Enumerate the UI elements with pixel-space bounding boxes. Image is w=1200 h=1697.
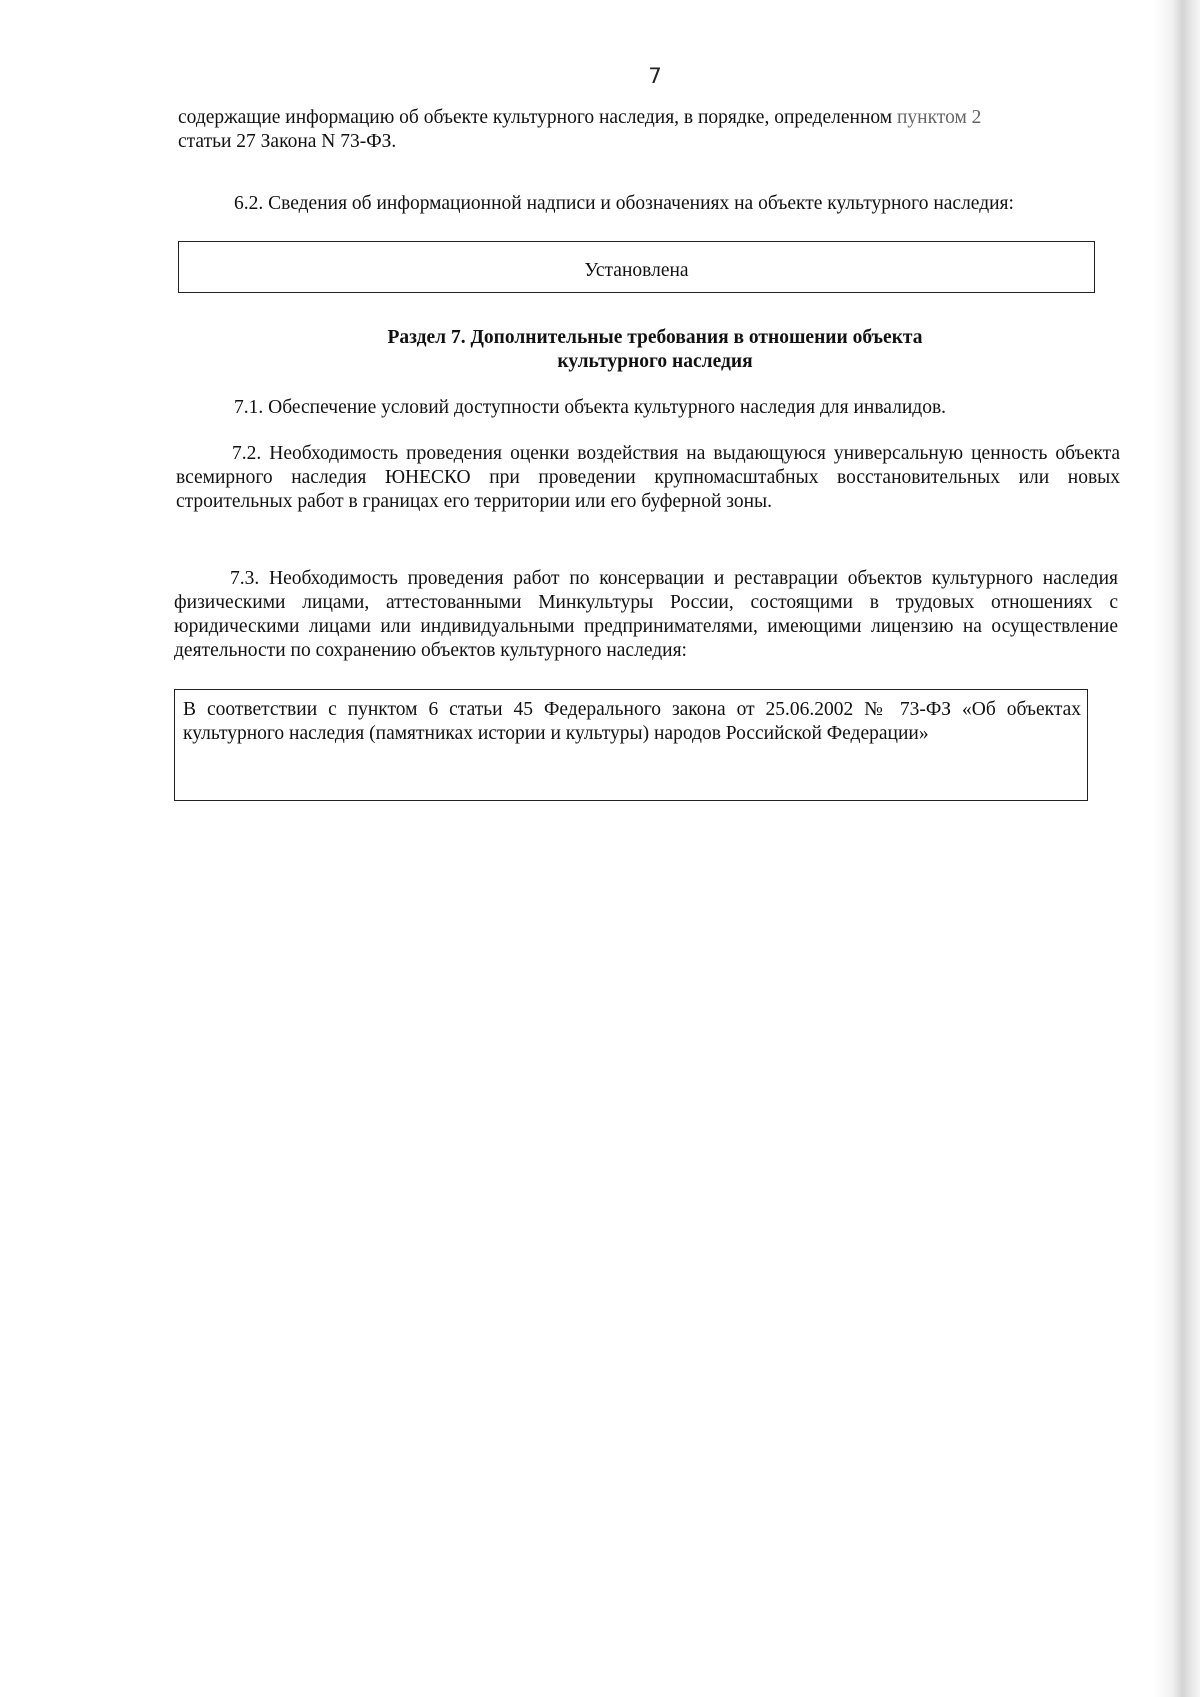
section-7-title-line1: Раздел 7. Дополнительные требования в отношении объекта — [387, 327, 923, 348]
paragraph-intro-line2: статьи 27 Закона N 73-ФЗ. — [178, 131, 397, 152]
section-7-title — [330, 326, 980, 374]
paragraph-intro-tail: пунктом 2 — [896, 107, 982, 128]
paragraph-6-2: 6.2. Сведения об информационной надписи и обозначениях на объекте культурного наследия: — [234, 193, 1014, 214]
page-number: 7 — [648, 64, 662, 88]
box-6-2 — [178, 241, 1095, 293]
box-7-3-value: В соответствии с пунктом 6 статьи 45 Федерального закона от 25.06.2002 № 73-ФЗ «Об объектах культурного наследия (памятниках истории и культуры) народов Российской Федерации» — [183, 699, 1081, 744]
paragraph-7-1: 7.1. Обеспечение условий доступности объекта культурного наследия для инвалидов. — [234, 397, 947, 418]
paragraph-intro — [178, 106, 1123, 154]
scan-page-edge — [1154, 0, 1200, 1697]
section-7-title-line2: культурного наследия — [557, 351, 753, 372]
box-7-3 — [174, 689, 1088, 801]
paragraph-7-2: 7.2. Необходимость проведения оценки воздействия на выдающуюся универсальную ценность объекта всемирного наследия ЮНЕСКО при проведении крупномасштабных восстановительных или новых строительных работ в границах его территории или его буферной зоны. — [176, 443, 1120, 512]
box-6-2-value: Установлена — [584, 260, 689, 281]
paragraph-7-3: 7.3. Необходимость проведения работ по консервации и реставрации объектов культурного наследия физическими лицами, аттестованными Минкультуры России, состоящими в трудовых отношениях с юридическими лицами или индивидуальными предпринимателями, имеющими лицензию на осуществление деятельности по сохранению объектов культурного наследия: — [174, 568, 1118, 661]
paragraph-intro-line1: содержащие информацию об объекте культурного наследия, в порядке, определенном — [178, 107, 893, 128]
